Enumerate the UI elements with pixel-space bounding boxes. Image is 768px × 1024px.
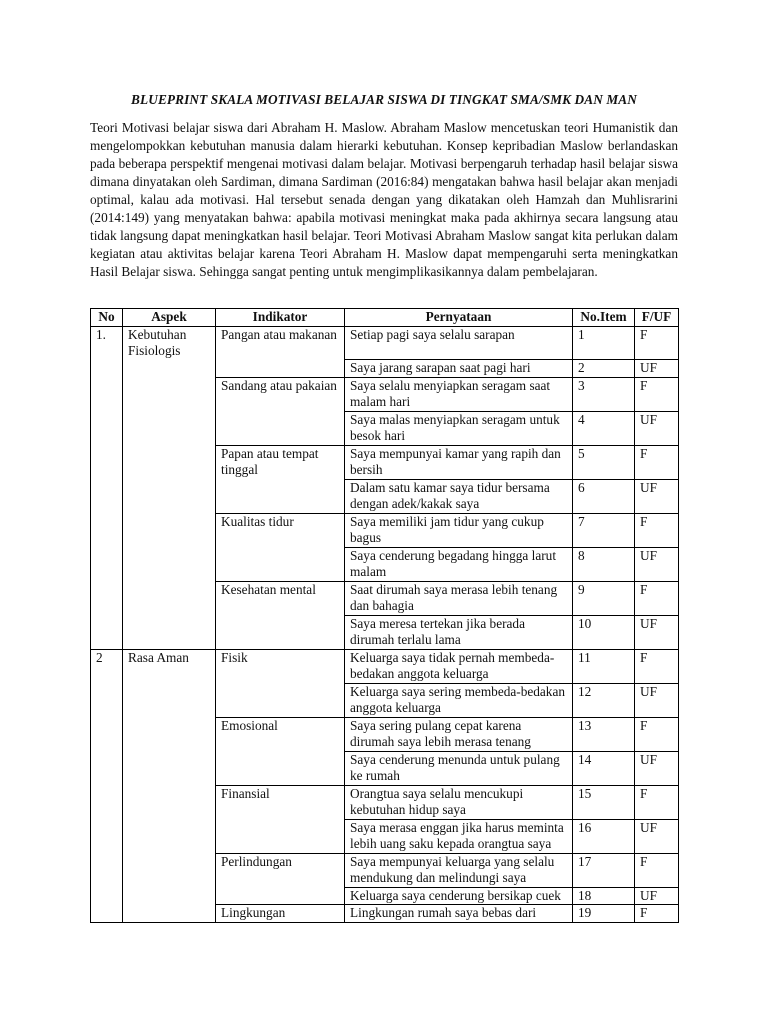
- table-row: [91, 581, 679, 615]
- row-fuf: F: [635, 377, 679, 411]
- row-fuf: UF: [635, 479, 679, 513]
- table-row: [91, 513, 679, 547]
- row-fuf: UF: [635, 615, 679, 649]
- row-indikator: [216, 819, 345, 853]
- row-no: [91, 751, 123, 785]
- row-no: [91, 887, 123, 905]
- row-item-number: 14: [573, 751, 635, 785]
- row-aspek: Kebutuhan Fisiologis: [123, 326, 216, 360]
- row-indikator: [216, 751, 345, 785]
- table-row: [91, 377, 679, 411]
- row-no: [91, 785, 123, 819]
- row-aspek: [123, 360, 216, 378]
- table-row: [91, 751, 679, 785]
- table-row: [91, 785, 679, 819]
- row-pernyataan: Orangtua saya selalu mencukupi kebutuhan hidup saya: [345, 785, 573, 819]
- row-aspek: [123, 683, 216, 717]
- table-row: [91, 360, 679, 378]
- row-item-number: 13: [573, 717, 635, 751]
- row-fuf: F: [635, 326, 679, 360]
- row-pernyataan: Lingkungan rumah saya bebas dari: [345, 905, 573, 923]
- row-no: [91, 581, 123, 615]
- row-pernyataan: Keluarga saya sering membeda-bedakan anggota keluarga: [345, 683, 573, 717]
- row-pernyataan: Keluarga saya tidak pernah membeda-bedakan anggota keluarga: [345, 649, 573, 683]
- row-indikator: [216, 360, 345, 378]
- row-indikator: Perlindungan: [216, 853, 345, 887]
- row-indikator: Kesehatan mental: [216, 581, 345, 615]
- row-fuf: UF: [635, 887, 679, 905]
- row-fuf: F: [635, 717, 679, 751]
- row-fuf: F: [635, 785, 679, 819]
- header-no: No: [91, 309, 123, 327]
- row-pernyataan: Saya mempunyai keluarga yang selalu mendukung dan melindungi saya: [345, 853, 573, 887]
- table-row: [91, 649, 679, 683]
- row-indikator: [216, 615, 345, 649]
- row-fuf: F: [635, 853, 679, 887]
- row-no: [91, 905, 123, 923]
- intro-paragraph: Teori Motivasi belajar siswa dari Abraham H. Maslow. Abraham Maslow mencetuskan teori Humanistik dan mengelompokkan kebutuhan manusia dalam hierarki kebutuhan. Konsep kepribadian Maslow berlandaskan pada beberapa perspektif mengenai motivasi dalam belajar. Motivasi berpengaruh terhadap hasil belajar siswa dimana dinyatakan oleh Sardiman, dimana Sardiman (2016:84) mengatakan bahwa hasil belajar akan menjadi optimal, kalau ada motivasi. Hal tersebut senada dengan yang dikatakan oleh Hamzah dan Muhlisrarini (2014:149) yang menyatakan bahwa: apabila motivasi meningkat maka pada akhirnya secara langsung atau tidak langsung dapat meningkatkan hasil belajar. Teori Motivasi Abraham Maslow sangat kita perlukan dalam kegiatan atau aktivitas belajar karena Teori Abraham H. Maslow dapat mempengaruhi serta meningkatkan Hasil Belajar siswa. Sehingga sangat penting untuk mengimplikasikannya dalam pembelajaran.: [90, 120, 678, 279]
- row-pernyataan: Setiap pagi saya selalu sarapan: [345, 326, 573, 360]
- row-aspek: [123, 377, 216, 411]
- row-pernyataan: Keluarga saya cenderung bersikap cuek: [345, 887, 573, 905]
- row-aspek: [123, 479, 216, 513]
- table-row: [91, 819, 679, 853]
- row-indikator: [216, 887, 345, 905]
- row-aspek: [123, 887, 216, 905]
- row-fuf: UF: [635, 819, 679, 853]
- row-fuf: F: [635, 513, 679, 547]
- row-fuf: UF: [635, 547, 679, 581]
- row-pernyataan: Saya cenderung begadang hingga larut malam: [345, 547, 573, 581]
- row-no: [91, 479, 123, 513]
- row-pernyataan: Saya meresa tertekan jika berada dirumah terlalu lama: [345, 615, 573, 649]
- row-no: 1.: [91, 326, 123, 360]
- row-item-number: 10: [573, 615, 635, 649]
- row-aspek: [123, 547, 216, 581]
- row-item-number: 9: [573, 581, 635, 615]
- row-item-number: 2: [573, 360, 635, 378]
- row-pernyataan: Saya memiliki jam tidur yang cukup bagus: [345, 513, 573, 547]
- row-aspek: [123, 717, 216, 751]
- row-indikator: [216, 411, 345, 445]
- row-item-number: 5: [573, 445, 635, 479]
- row-indikator: Lingkungan: [216, 905, 345, 923]
- table-row: [91, 683, 679, 717]
- row-fuf: F: [635, 649, 679, 683]
- header-no-item: No.Item: [573, 309, 635, 327]
- row-item-number: 16: [573, 819, 635, 853]
- row-no: [91, 717, 123, 751]
- row-no: [91, 615, 123, 649]
- row-fuf: UF: [635, 751, 679, 785]
- row-indikator: Pangan atau makanan: [216, 326, 345, 360]
- header-indikator: Indikator: [216, 309, 345, 327]
- row-item-number: 6: [573, 479, 635, 513]
- row-pernyataan: Saya selalu menyiapkan seragam saat malam hari: [345, 377, 573, 411]
- header-aspek: Aspek: [123, 309, 216, 327]
- row-indikator: [216, 547, 345, 581]
- row-fuf: F: [635, 905, 679, 923]
- table-row: [91, 479, 679, 513]
- row-fuf: UF: [635, 411, 679, 445]
- header-pernyataan: Pernyataan: [345, 309, 573, 327]
- row-indikator: Sandang atau pakaian: [216, 377, 345, 411]
- row-no: [91, 360, 123, 378]
- row-item-number: 8: [573, 547, 635, 581]
- row-item-number: 17: [573, 853, 635, 887]
- row-item-number: 19: [573, 905, 635, 923]
- row-no: [91, 819, 123, 853]
- row-no: [91, 411, 123, 445]
- table-row: [91, 547, 679, 581]
- row-item-number: 18: [573, 887, 635, 905]
- row-aspek: [123, 905, 216, 923]
- row-pernyataan: Saat dirumah saya merasa lebih tenang dan bahagia: [345, 581, 573, 615]
- row-fuf: UF: [635, 360, 679, 378]
- row-item-number: 3: [573, 377, 635, 411]
- row-indikator: Fisik: [216, 649, 345, 683]
- row-pernyataan: Dalam satu kamar saya tidur bersama dengan adek/kakak saya: [345, 479, 573, 513]
- table-row: [91, 615, 679, 649]
- row-aspek: [123, 581, 216, 615]
- row-no: [91, 445, 123, 479]
- row-item-number: 7: [573, 513, 635, 547]
- row-no: [91, 513, 123, 547]
- row-aspek: [123, 615, 216, 649]
- row-aspek: [123, 411, 216, 445]
- row-pernyataan: Saya cenderung menunda untuk pulang ke rumah: [345, 751, 573, 785]
- row-item-number: 12: [573, 683, 635, 717]
- row-aspek: [123, 751, 216, 785]
- row-indikator: [216, 479, 345, 513]
- table-row: [91, 411, 679, 445]
- row-no: [91, 853, 123, 887]
- row-pernyataan: Saya merasa enggan jika harus meminta lebih uang saku kepada orangtua saya: [345, 819, 573, 853]
- table-row: [91, 326, 679, 360]
- blueprint-table: [90, 308, 679, 923]
- table-row: [91, 905, 679, 923]
- table-row: [91, 853, 679, 887]
- row-indikator: Papan atau tempat tinggal: [216, 445, 345, 479]
- row-pernyataan: Saya jarang sarapan saat pagi hari: [345, 360, 573, 378]
- row-no: [91, 377, 123, 411]
- row-indikator: [216, 683, 345, 717]
- row-indikator: Finansial: [216, 785, 345, 819]
- row-aspek: [123, 819, 216, 853]
- row-item-number: 4: [573, 411, 635, 445]
- row-pernyataan: Saya malas menyiapkan seragam untuk besok hari: [345, 411, 573, 445]
- row-indikator: Kualitas tidur: [216, 513, 345, 547]
- row-no: 2: [91, 649, 123, 683]
- row-item-number: 15: [573, 785, 635, 819]
- row-aspek: [123, 853, 216, 887]
- header-fuf: F/UF: [635, 309, 679, 327]
- table-body: [91, 326, 679, 922]
- table-row: [91, 717, 679, 751]
- row-item-number: 1: [573, 326, 635, 360]
- row-item-number: 11: [573, 649, 635, 683]
- row-indikator: Emosional: [216, 717, 345, 751]
- row-aspek: [123, 445, 216, 479]
- table-row: [91, 887, 679, 905]
- row-fuf: UF: [635, 683, 679, 717]
- table-row: [91, 445, 679, 479]
- row-fuf: F: [635, 581, 679, 615]
- table-header-row: [91, 309, 679, 327]
- row-no: [91, 547, 123, 581]
- document-title: BLUEPRINT SKALA MOTIVASI BELAJAR SISWA DI TINGKAT SMA/SMK DAN MAN: [131, 92, 637, 107]
- row-no: [91, 683, 123, 717]
- row-aspek: [123, 513, 216, 547]
- row-pernyataan: Saya mempunyai kamar yang rapih dan bersih: [345, 445, 573, 479]
- row-aspek: [123, 785, 216, 819]
- row-pernyataan: Saya sering pulang cepat karena dirumah saya lebih merasa tenang: [345, 717, 573, 751]
- row-aspek: Rasa Aman: [123, 649, 216, 683]
- row-fuf: F: [635, 445, 679, 479]
